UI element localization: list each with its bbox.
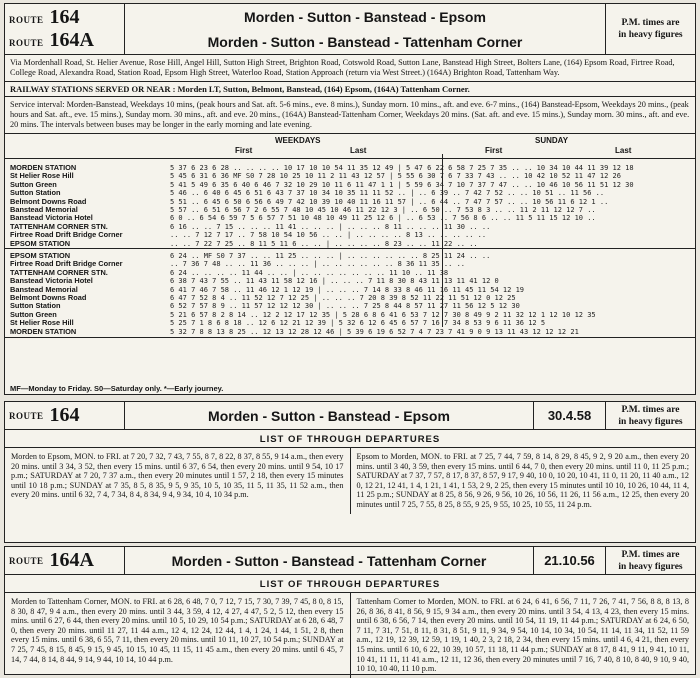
station-name: Belmont Downs Road (10, 293, 87, 303)
effective-date: 30.4.58 (533, 402, 605, 429)
stations-outbound (10, 164, 170, 248)
section-header (5, 402, 695, 430)
time-row: 6 24 .. .. .. .. 11 44 .. .. | .. .. .. .. .. .. .. 11 10 .. 11 38 (170, 268, 449, 277)
time-row: 6 38 7 43 7 55 .. 11 43 11 58 12 16 | .. .. .. 7 11 8 30 8 43 11 13 11 41 12 0 (170, 277, 499, 286)
station-name: Sutton Station (10, 188, 61, 198)
route-label: ROUTE (9, 555, 44, 566)
station-name: St Helier Rose Hill (10, 171, 74, 181)
first-heading: First (235, 146, 253, 155)
weekdays-heading: WEEKDAYS (275, 136, 321, 145)
station-name: Sutton Station (10, 301, 61, 311)
last-heading: Last (615, 146, 632, 155)
time-row: 6 41 7 46 7 58 .. 11 46 12 1 12 19 | .. .. .. 7 14 8 33 8 46 11 16 11 45 11 54 12 19 (170, 285, 525, 294)
route-title: Morden - Sutton - Banstead - Tattenham Corner (207, 33, 523, 50)
time-row: 5 25 7 1 8 6 8 18 .. 12 6 12 21 12 39 | 5 32 6 12 6 45 6 57 7 16 7 34 8 53 9 6 11 36 12 5 (170, 319, 546, 328)
time-row: 6 24 .. MF S0 7 37 .. .. 11 25 .. .. .. | .. .. .. .. .. .. 8 25 11 24 .. .. (170, 252, 491, 260)
first-heading: First (485, 146, 503, 155)
pm-note-line: P.M. times are (621, 18, 680, 28)
key-legend: MF—Monday to Friday. S0—Saturday only. *—Early journey. (10, 384, 224, 393)
station-name: TATTENHAM CORNER STN. (10, 221, 108, 231)
route-title: Morden - Sutton - Banstead - Epsom (244, 8, 486, 25)
effective-date: 21.10.56 (533, 547, 605, 574)
station-name: EPSOM STATION (10, 251, 71, 260)
service-interval: Service interval: Morden-Banstead, Weekdays 10 mins, (peak hours and Sat. aft. 5-6 mins., eve. 8 mins.), Sunday morn. 10 mins., aft. and eve. 6-7 mins., (164) Banstead-Epsom, Weekdays 20 mins., (peak hours and Sat. aft., eve. 15 mins.), Sunday morn. 30 mins., aft. and eve. 20 mins., (164A) Banstead-Tattenham Corner, Weekdays 20 mins. (Sat. aft. and eve. 15 mins.), Sunday morn. 30 mins., aft. and eve. 20 mins. The intervals between buses may be longer in the early morning and late evening. (5, 97, 695, 134)
time-row: 5 32 7 8 8 13 8 25 .. 12 13 12 28 12 46 | 5 39 6 19 6 52 7 4 7 23 7 41 9 0 9 13 11 43 12 12 12 21 (170, 327, 579, 336)
station-name: Banstead Memorial (10, 284, 78, 294)
pm-note-line: in heavy figures (618, 416, 683, 427)
times-inbound (170, 252, 692, 336)
departure-columns (5, 448, 695, 514)
divider (5, 248, 695, 249)
timetable-grid (5, 134, 695, 339)
time-row: 5 51 .. 6 45 6 50 6 56 6 49 7 42 10 39 10 40 11 16 11 57 | .. 6 44 .. 7 47 7 57 .. .. 10 56 11 6 12 1 .. (170, 197, 609, 206)
time-row: 6 47 7 52 8 4 .. 11 52 12 7 12 25 | .. .. .. 7 20 8 39 8 52 11 22 11 51 12 0 12 25 (170, 294, 516, 303)
time-row: .. 7 36 7 48 .. .. 11 36 .. .. .. | .. .. .. .. .. .. 8 36 11 35 .. .. (170, 260, 466, 269)
pm-note (605, 402, 695, 429)
time-row: .. .. 7 22 7 25 .. 8 11 5 11 6 .. .. | .. .. .. .. 8 23 .. .. 11 22 .. .. (170, 239, 478, 248)
timetable-header (5, 4, 695, 55)
route-titles (125, 4, 605, 54)
route-box (5, 4, 125, 54)
station-name: Firtree Road Drift Bridge Corner (10, 259, 123, 269)
pm-note-line: P.M. times are (621, 549, 680, 560)
section-heading: LIST OF THROUGH DEPARTURES (5, 575, 695, 593)
departures-inbound: Tattenham Corner to Morden, MON. to FRI. at 6 24, 6 41, 6 56, 7 11, 7 26, 7 41, 7 56, 8 8, 8 13, 8 26, 8 36, 8 41, 8 56, 9 15, 9 34 a.m., then every 20 mins. until 3 54, 4 13, 4 23, then every 15 mins. until 6 38, 6 56, 7 14, then every 20 mins. until 10 54, 11 19, 11 44 p.m.; SATURDAY at 6 24, 6 50, 7 11, 7 31, 7 51, 8 11, 8 31, 8 51, 9 11, 9 34, 9 54, 10 14, 10 34, 10 54, 11 14, 11 34, 11 52, 11 59 a.m., 12 19, 12 39, 12 59, 1 19, 1 40, 2 3, 2 18, 2 34, then every 15 mins. until 4 6, 4 21, then every 15 mins. until 6 10, 6 22, 10 39, 10 57, 11 18, 11 44 p.m.; SUNDAY at 8 17, 8 41, 9 11, 9 41, 10 11, 10 41, 11 11, 11 41 a.m., 12 11, 12 36, then every 20 minutes until 7 16, 7 40, 8 10, 8 40, 9 10, 9 40, 10 10, 10 40, 11 10 p.m. (350, 593, 696, 678)
pm-note-line: P.M. times are (621, 404, 680, 415)
station-name: Sutton Green (10, 309, 57, 319)
station-name: Banstead Memorial (10, 205, 78, 215)
divider (5, 158, 695, 159)
pm-note (605, 4, 695, 54)
time-row: 5 45 6 31 6 36 MF S0 7 28 10 25 10 11 2 11 43 12 57 | 5 55 6 30 7 6 7 33 7 43 .. .. 10 42 10 52 11 47 12 26 (170, 172, 621, 181)
station-name: Banstead Victoria Hotel (10, 276, 93, 286)
railway-stations: RAILWAY STATIONS SERVED OR NEAR : Morden LT, Sutton, Belmont, Banstead, (164) Epsom, (164A) Tattenham Corner. (5, 82, 695, 97)
station-name: MORDEN STATION (10, 326, 77, 336)
sunday-heading: SUNDAY (535, 136, 569, 145)
time-row: 5 57 .. 6 51 6 56 7 2 6 55 7 48 10 45 10 46 11 22 12 3 | .. 6 50 .. 7 53 8 3 .. .. 11 2 11 12 12 7 .. (170, 206, 596, 215)
pm-note (605, 547, 695, 574)
pm-note-line: in heavy figures (618, 30, 683, 40)
last-heading: Last (350, 146, 367, 155)
section-heading: LIST OF THROUGH DEPARTURES (5, 430, 695, 448)
route-label: ROUTE (9, 38, 44, 48)
time-row: 5 37 6 23 6 28 .. .. .. .. 10 17 10 10 54 11 35 12 49 | 5 47 6 22 6 58 7 25 7 35 .. .. 10 34 10 44 11 39 12 18 (170, 164, 634, 172)
route-box (5, 547, 125, 574)
divider (5, 337, 695, 338)
time-row: 6 16 .. .. 7 15 .. .. .. 11 41 .. .. .. | .. .. .. 8 11 .. .. .. 11 30 .. .. (170, 222, 491, 231)
route-number: 164 (49, 6, 80, 28)
route-title: Morden - Sutton - Banstead - Epsom (208, 407, 450, 424)
departures-inbound: Epsom to Morden, MON. to FRI. at 7 25, 7 44, 7 59, 8 14, 8 29, 8 45, 9 2, 9 20 a.m., then every 20 mins. until 3 40, 3 59, then every 15 mins. until 6 44, 7 0, then every 20 mins. until 11 0, 11 25 p.m.; SATURDAY at 7 37, 7 57, 8 17, 8 37, 8 57, 9 17, 9 40, 10 0, 10 20, 10 41, 11 0, 11 20, 11 40 a.m., 12 0, 12 21, 12 41, 1 4, 1 21, 1 41, 1 53, 2 9, 2 25, then every 15 minutes until 10 10, 10 26, 10 44, 11 4, 11 25 p.m.; SUNDAY at 8 25, 8 56, 9 26, 9 56, 10 26, 10 56, 11 26, 11 56 a.m., 12 25, then every 20 minutes until 7 25, 7 55, 8 25, 8 55, 9 25, 9 55, 10 25, 10 55, 11 24 p.m. (350, 448, 696, 514)
station-name: St Helier Rose Hill (10, 318, 74, 328)
station-name: Belmont Downs Road (10, 196, 87, 206)
station-name: EPSOM STATION (10, 238, 71, 248)
time-row: 6 0 .. 6 54 6 59 7 5 6 57 7 51 10 48 10 49 11 25 12 6 | .. 6 53 .. 7 56 8 6 .. .. 11 5 11 15 12 10 .. (170, 214, 596, 223)
route-number: 164A (49, 549, 94, 571)
time-row: 5 41 5 49 6 35 6 40 6 46 7 32 10 29 10 11 6 11 47 1 1 | 5 59 6 34 7 10 7 37 7 47 .. .. 10 46 10 56 11 51 12 30 (170, 180, 634, 189)
route-title: Morden - Sutton - Banstead - Tattenham Corner (171, 552, 487, 569)
time-row: .. .. 7 12 7 17 .. 7 58 10 54 10 56 .. .. | .. .. .. .. 8 13 .. .. .. .. .. (170, 231, 487, 240)
route-number: 164A (49, 29, 94, 51)
station-name: Banstead Victoria Hotel (10, 213, 93, 223)
route-box (5, 402, 125, 429)
route-label: ROUTE (9, 410, 44, 421)
times-outbound (170, 164, 692, 248)
time-row: 5 21 6 57 8 2 8 14 .. 12 2 12 17 12 35 | 5 28 6 8 6 41 6 53 7 12 7 30 8 49 9 2 11 32 12 1 12 10 12 35 (170, 310, 596, 319)
station-name: Sutton Green (10, 179, 57, 189)
time-row: 5 46 .. 6 40 6 45 6 51 6 43 7 37 10 34 10 35 11 11 52 .. | .. 6 39 .. 7 42 7 52 .. .. 10 51 .. 11 56 .. (170, 189, 605, 198)
via-description: Via Mordenhall Road, St. Helier Avenue, Rose Hill, Angel Hill, Sutton High Street, Brighton Road, Cotswold Road, Sutton Lane, Banstead High Street, Bolters Lane, (164) Epsom Road, Firtree Road, College Road, Alexandra Road, Station Road, Epsom High Street, Waterloo Road, Station Approach (return via West Street.) (164A) Brighton Road, Tattenham Way. (5, 55, 695, 82)
section-header (5, 547, 695, 575)
through-departures-164 (4, 401, 696, 543)
time-row: 6 52 7 57 8 9 .. 11 57 12 12 12 30 | .. .. .. 7 25 8 44 8 57 11 27 11 56 12 5 12 30 (170, 302, 520, 311)
departures-outbound: Morden to Epsom, MON. to FRI. at 7 20, 7 32, 7 43, 7 55, 8 7, 8 22, 8 37, 8 55, 9 14 a.m., then every 20 mins. until 3 34, 3 52, then every 15 mins. until 6 37, 6 54, then every 20 mins. until 9 54, 10 17 p.m.; SATURDAY at 7 20, 7 37 a.m., then every 20 minutes until 1 57, 2 18, then every 15 minutes until 10 18 p.m.; SUNDAY at 7 35, 8 5, 8 35, 9 5, 9 35, 10 5, 10 35, 11 5, 11 35, 11 52 a.m., then every 20 mins. until 6 32, 7 4, 7 34, 8 4, 8 34, 9 4, 9 34, 10 4, 10 34 p.m. (11, 452, 344, 500)
station-name: MORDEN STATION (10, 163, 77, 172)
departure-columns (5, 593, 695, 678)
pm-note-line: in heavy figures (618, 561, 683, 572)
through-departures-164a (4, 546, 696, 675)
route-label: ROUTE (9, 15, 44, 25)
departures-outbound: Morden to Tattenham Corner, MON. to FRI. at 6 28, 6 48, 7 0, 7 12, 7 15, 7 30, 7 39, 7 45, 8 0, 8 15, 8 30, 8 47, 9 4 a.m., then every 20 mins. until 3 44, 3 59, 4 12, 4 27, 4 47, 5 2, 5 12, then every 15 mins. until 6 27, 6 44, then every 20 mins. until 10 5, 10 29, 10 54 p.m.; SATURDAY at 6 28, 6 48, 7 0, then every 20 mins. until 11 27, 11 44 a.m., 12 4, 12 24, 12 44, 1 4, 1 24, 1 44, 1 51, 2 8, then every 15 mins. until 6 38, 6 55, 7 11, then every 20 mins. until 10 11, 10 27, 10 54 p.m.; SUNDAY at 7 25, 7 45, 8 15, 8 45, 9 15, 9 45, 10 15, 10 45, 11 15, 11 45 a.m., then every 20 mins. until 6 45, 7 14, 7 44, 8 14, 8 44, 9 14, 9 44, 10 14, 10 44 p.m. (11, 597, 344, 664)
route-number: 164 (49, 404, 80, 426)
timetable-sheet (4, 3, 696, 395)
stations-inbound (10, 252, 170, 336)
station-name: TATTENHAM CORNER STN. (10, 267, 108, 277)
station-name: Firtree Road Drift Bridge Corner (10, 230, 123, 240)
